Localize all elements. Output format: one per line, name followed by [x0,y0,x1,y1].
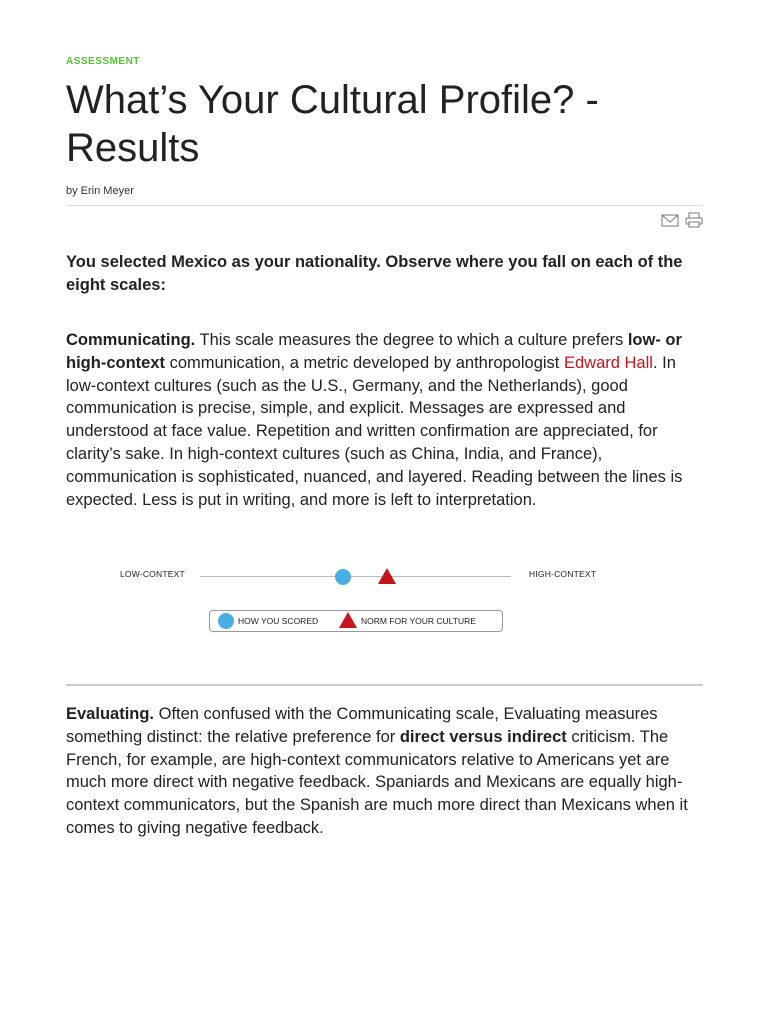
scale-legend [209,610,503,632]
scale-right-label: HIGH-CONTEXT [529,569,597,579]
culture-norm-marker [378,568,396,584]
norm-legend-triangle [339,612,357,628]
section-evaluating [66,703,703,840]
results-intro: You selected Mexico as your nationality. Observe where you fall on each of the eight scales: [66,253,683,294]
section-text: criticism. The French, for example, are high-context communicators relative to Americans yet are much more direct with negative feedback. Spaniards and Mexicans are equally high-context communicators, but the Spanish are much more direct than Mexicans when it comes to giving negative feedback. [66,727,688,837]
score-legend-label: HOW YOU SCORED [238,616,319,626]
edward-hall-link[interactable]: Edward Hall [563,353,653,372]
section-divider [66,684,703,686]
byline: by Erin Meyer [66,185,134,197]
printer-icon[interactable] [685,212,703,228]
norm-legend-label: NORM FOR YOUR CULTURE [361,616,476,626]
section-communicating [66,329,703,511]
header-divider [66,205,703,206]
your-score-marker [335,569,351,585]
section-text: communication, a metric developed by anthropologist [165,353,564,372]
section-heading: Evaluating. [66,705,155,723]
section-emphasis: low- or high-context [66,331,682,372]
communicating-scale [66,556,703,646]
article-tools [661,212,703,228]
section-text: This scale measures the degree to which a culture prefers [195,331,628,349]
page-title: What’s Your Cultural Profile? - Results [66,78,599,170]
envelope-icon[interactable] [661,212,679,228]
section-text: . In low-context cultures (such as the U.S., Germany, and the Netherlands), good communication is precise, simple, and explicit. Messages are expressed and understood at face value. Repetition and written confirmation are appreciated, for clarity’s sake. In high-context cultures (such as China, India, and France), communication is sophisticated, nuanced, and layered. Reading between the lines is expected. Less is put in writing, and more is left to interpretation. [66,353,683,509]
score-legend-dot [218,613,234,629]
section-heading: Communicating. [66,331,196,349]
scale-left-label: LOW-CONTEXT [120,569,185,579]
kicker-label[interactable]: ASSESSMENT [66,56,140,67]
scale-track [200,576,511,577]
section-emphasis: direct versus indirect [399,727,567,746]
section-text: Often confused with the Communicating scale, Evaluating measures something distinct: the relative preference for [66,705,658,746]
